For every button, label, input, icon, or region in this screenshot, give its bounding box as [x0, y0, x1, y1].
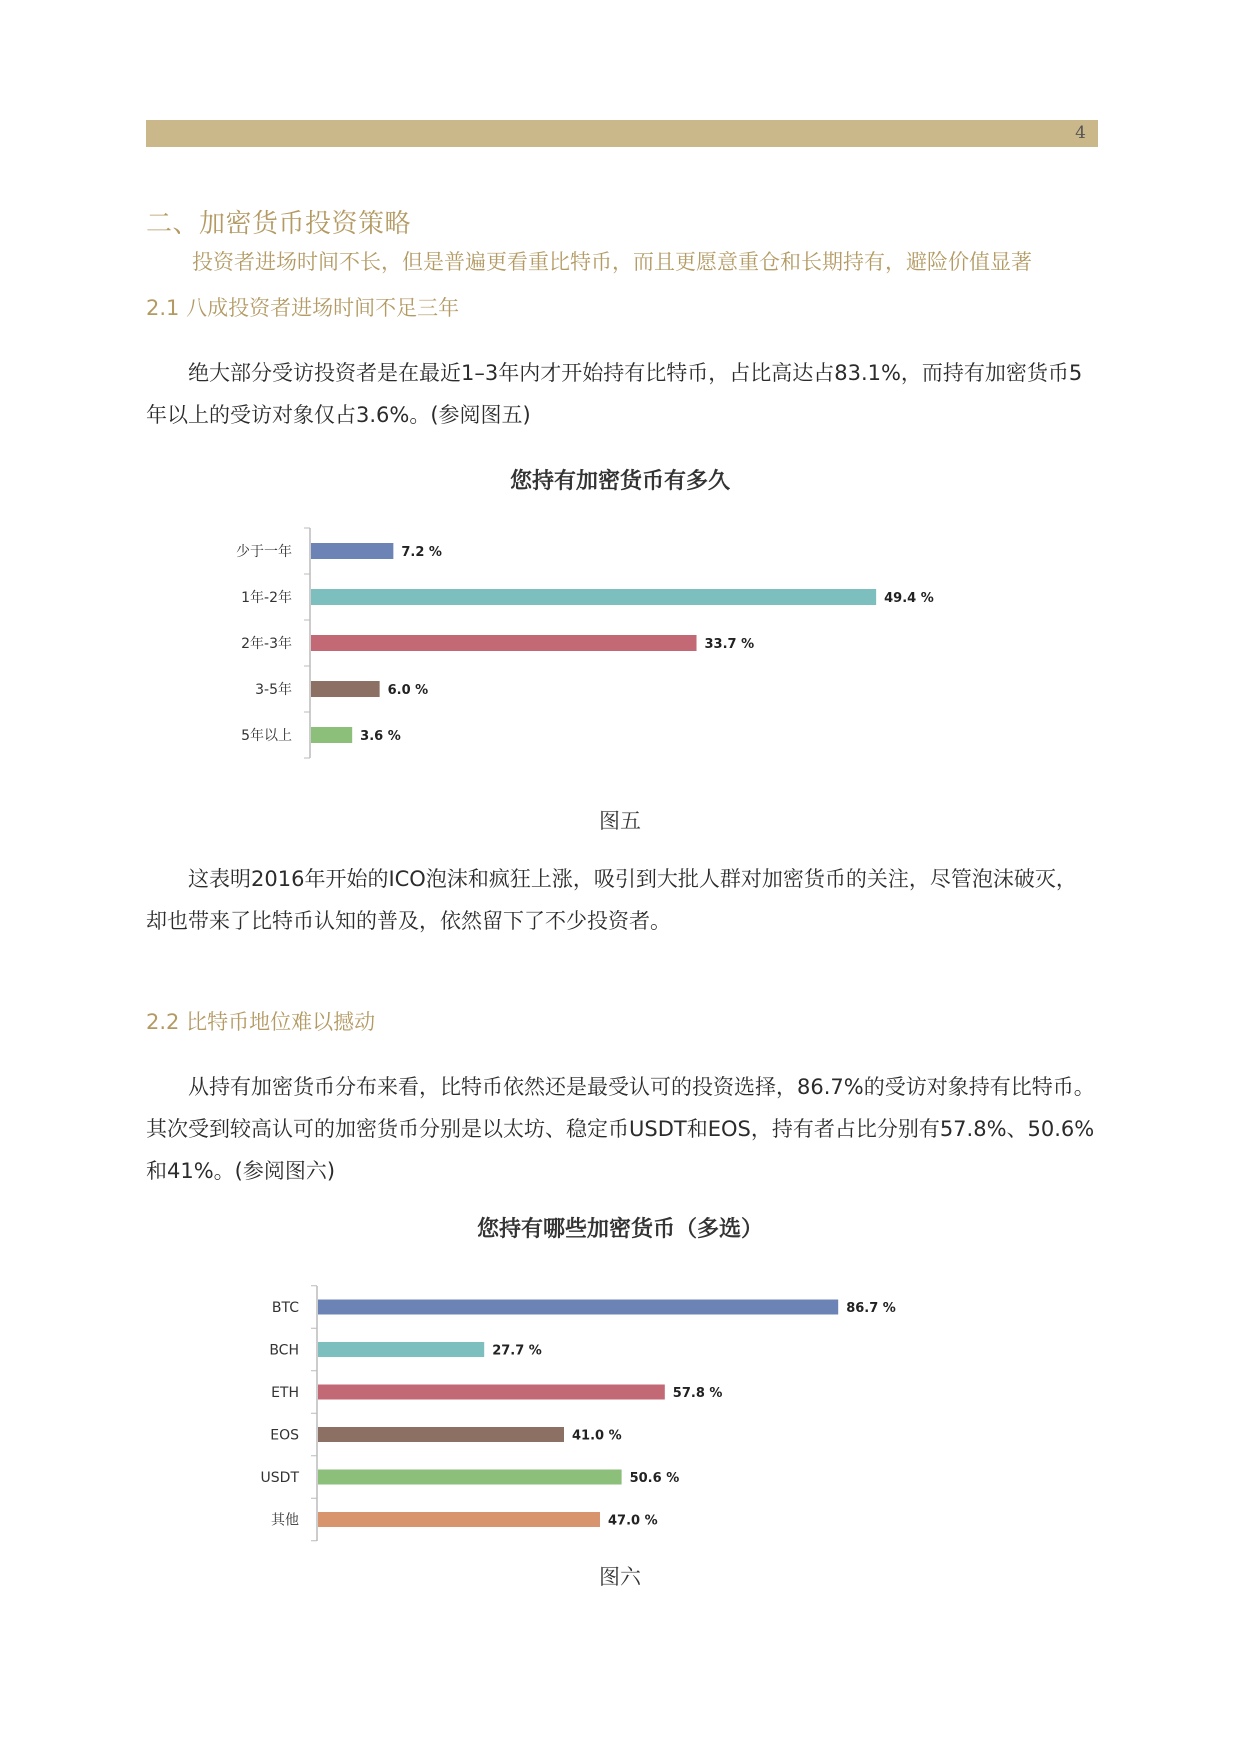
chart1-category-label: 3-5年: [255, 682, 292, 698]
chart1-category-label: 2年-3年: [241, 636, 292, 652]
chart2-category-label: EOS: [270, 1427, 299, 1444]
subsection-heading-2-1: 2.1 八成投资者进场时间不足三年: [146, 296, 460, 320]
paragraph-2-2-intro: 从持有加密货币分布来看，比特币依然还是最受认可的投资选择，86.7%的受访对象持有比特币。其次受到较高认可的加密货币分别是以太坊、稳定币USDT和EOS，持有者占比分别有57.8%、50.6%和41%。(参阅图六): [146, 1075, 1095, 1183]
paragraph-2-1-analysis: 这表明2016年开始的ICO泡沫和疯狂上涨，吸引到大批人群对加密货币的关注，尽管泡沫破灭，却也带来了比特币认知的普及，依然留下了不少投资者。: [146, 867, 1077, 933]
chart1-bar: [311, 589, 876, 605]
chart2-bar: [318, 1427, 564, 1442]
chart1-value-label: 49.4 %: [884, 591, 934, 606]
header-bar: [146, 120, 1098, 147]
chart1-value-label: 3.6 %: [360, 729, 401, 744]
chart1-bar: [311, 635, 697, 651]
chart2-bar: [318, 1512, 600, 1527]
chart1-value-label: 33.7 %: [704, 637, 755, 652]
figure5-caption: 图五: [599, 809, 641, 833]
chart2-value-label: 86.7 %: [846, 1301, 896, 1316]
chart2-category-label: BCH: [269, 1342, 299, 1359]
chart2-value-label: 41.0 %: [572, 1428, 622, 1444]
chart1-category-label: 1年-2年: [241, 590, 292, 606]
chart2-value-label: 57.8 %: [672, 1386, 723, 1401]
chart2-bar: [318, 1342, 484, 1357]
chart2-category-label: USDT: [260, 1470, 299, 1486]
chart2-value-label: 50.6 %: [629, 1471, 680, 1486]
chart1-category-label: 少于一年: [236, 544, 292, 560]
chart1-title: 您持有加密货币有多久: [509, 469, 730, 494]
chart1-bar: [311, 681, 380, 697]
section-title: 二、加密货币投资策略: [146, 209, 412, 239]
chart1-duration-bar-chart: [0, 515, 1240, 775]
figure6-caption: 图六: [599, 1565, 641, 1589]
subsection-heading-2-2: 2.2 比特币地位难以撼动: [146, 1010, 376, 1034]
chart2-bar: [318, 1470, 622, 1485]
chart1-bar: [311, 727, 352, 743]
chart2-bar: [318, 1385, 665, 1400]
chart1-category-label: 5年以上: [241, 728, 292, 744]
section-subtitle: 投资者进场时间不长，但是普遍更看重比特币，而且更愿意重仓和长期持有，避险价值显著: [192, 250, 1032, 274]
paragraph-2-1-intro: 绝大部分受访投资者是在最近1–3年内才开始持有比特币，占比高达占83.1%，而持有加密货币5年以上的受访对象仅占3.6%。(参阅图五): [146, 361, 1083, 427]
chart2-holdings-bar-chart: [0, 1265, 1240, 1545]
chart2-value-label: 47.0 %: [608, 1513, 658, 1529]
page-number: 4: [1075, 123, 1086, 143]
chart2-title: 您持有哪些加密货币（多选）: [476, 1217, 763, 1242]
chart2-bar: [318, 1300, 838, 1315]
chart1-value-label: 7.2 %: [401, 545, 442, 560]
chart2-category-label: BTC: [271, 1300, 299, 1316]
chart1-bar: [311, 543, 393, 559]
chart1-value-label: 6.0 %: [387, 683, 429, 698]
chart2-value-label: 27.7 %: [492, 1343, 542, 1359]
chart2-category-label: 其他: [271, 1512, 299, 1529]
chart2-category-label: ETH: [271, 1385, 299, 1401]
